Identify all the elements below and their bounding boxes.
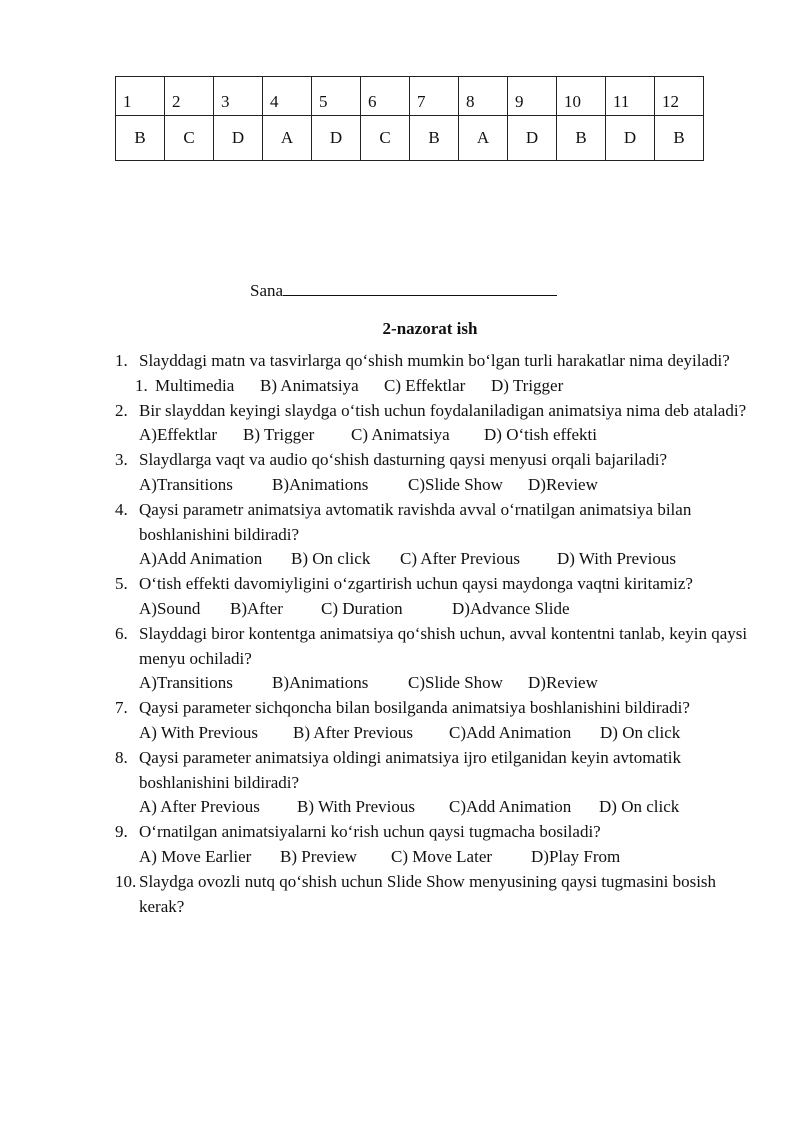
question-number: 9.	[115, 822, 128, 842]
option-a: A) After Previous	[139, 797, 260, 817]
option-a: A)Transitions	[139, 474, 233, 494]
question-text: Slayddagi biror kontentga animatsiya qo‘shish uchun, avval kontentni tanlab, keyin qaysi menyu ochiladi?	[139, 623, 748, 668]
answer-key-answer: B	[410, 116, 459, 161]
question-number: 7.	[115, 698, 128, 718]
option-c: C) Move Later	[391, 846, 493, 866]
answer-key-number: 10	[557, 77, 606, 116]
option-a: A) Move Earlier	[139, 846, 252, 866]
answer-key-number: 4	[263, 77, 312, 116]
question-text: Slayddagi matn va tasvirlarga qo‘shish mumkin bo‘lgan turli harakatlar nima deyiladi?	[139, 351, 730, 370]
question-number: 10.	[115, 871, 137, 891]
option-a: A)Sound	[139, 598, 201, 618]
question-item	[115, 349, 755, 399]
question-item	[115, 448, 755, 498]
answer-key-answer: D	[606, 116, 655, 161]
option-c: C) After Previous	[400, 549, 520, 569]
option-c: C) Effektlar	[384, 375, 466, 395]
question-text: Slaydlarga vaqt va audio qo‘shish dasturning qaysi menyusi orqali bajariladi?	[139, 450, 667, 470]
answer-key-answer: B	[557, 116, 606, 161]
date-field	[250, 277, 557, 304]
answer-key-answer: A	[459, 116, 508, 161]
option-b: B) On click	[291, 549, 371, 569]
question-options	[139, 845, 755, 870]
option-c: C)Slide Show	[408, 673, 503, 693]
option-c: C)Add Animation	[449, 722, 572, 742]
option-d: D) Trigger	[491, 375, 564, 395]
question-item	[115, 399, 755, 449]
answer-key-number: 5	[312, 77, 361, 116]
answer-key-number: 8	[459, 77, 508, 116]
question-list	[115, 349, 755, 919]
question-text: Qaysi parameter sichqoncha bilan bosilganda animatsiya boshlanishini bildiradi?	[139, 698, 690, 718]
page-title: 2-nazorat ish	[382, 319, 478, 338]
option-a: A)Add Animation	[139, 549, 263, 569]
question-item	[115, 622, 755, 696]
option-b: B) Trigger	[243, 425, 315, 445]
question-item	[115, 696, 755, 746]
answer-key-number: 1	[116, 77, 165, 116]
question-options	[139, 597, 755, 622]
answer-key-number: 12	[655, 77, 704, 116]
question-item	[115, 870, 755, 920]
answer-key-answer: C	[165, 116, 214, 161]
question-text: Qaysi parametr animatsiya avtomatik ravishda avval o‘rnatilgan animatsiya bilan boshlanishini bildiradi?	[139, 499, 692, 544]
question-number: 6.	[115, 623, 128, 643]
answer-key-number: 11	[606, 77, 655, 116]
option-a: A)Transitions	[139, 673, 233, 693]
answer-key-answer: D	[214, 116, 263, 161]
question-options	[139, 795, 755, 820]
option-d: D) On click	[599, 797, 680, 817]
option-prefix: 1.	[135, 375, 148, 395]
question-text: Slaydga ovozli nutq qo‘shish uchun Slide Show menyusining qaysi tugmasini bosish kerak?	[139, 871, 717, 916]
question-options	[139, 423, 755, 448]
question-text: O‘tish effekti davomiyligini o‘zgartirish uchun qaysi maydonga vaqtni kiritamiz?	[139, 574, 693, 594]
option-c: C)Slide Show	[408, 474, 503, 494]
option-b: B)Animations	[272, 673, 369, 693]
answer-key-answer: C	[361, 116, 410, 161]
option-b: B) With Previous	[297, 797, 416, 817]
option-d: D)Review	[528, 673, 598, 693]
question-text: Bir slayddan keyingi slaydga o‘tish uchun foydalaniladigan animatsiya nima deb ataladi?	[139, 400, 747, 420]
question-number: 3.	[115, 450, 128, 470]
option-c: C)Add Animation	[449, 797, 572, 817]
question-number: 8.	[115, 747, 128, 767]
question-text: Qaysi parameter animatsiya oldingi animatsiya ijro etilganidan keyin avtomatik boshlanishini bildiradi?	[139, 747, 681, 792]
option-d: D)Play From	[531, 846, 621, 866]
answer-key-number: 7	[410, 77, 459, 116]
option-c: C) Animatsiya	[351, 425, 450, 445]
date-label: Sana	[250, 281, 284, 300]
question-item	[115, 820, 755, 870]
answer-key-answer: A	[263, 116, 312, 161]
option-a: Multimedia	[155, 375, 235, 395]
question-number: 2.	[115, 400, 128, 420]
answer-key-number: 3	[214, 77, 263, 116]
question-text: O‘rnatilgan animatsiyalarni ko‘rish uchun qaysi tugmacha bosiladi?	[139, 822, 601, 842]
answer-key-answer: D	[508, 116, 557, 161]
answer-key-answer: D	[312, 116, 361, 161]
question-item	[115, 572, 755, 622]
option-a: A) With Previous	[139, 722, 258, 742]
question-number: 5.	[115, 574, 128, 594]
question-options	[135, 374, 755, 399]
option-b: B) Preview	[280, 846, 357, 866]
option-d: D)Advance Slide	[452, 598, 570, 618]
answer-key-number: 6	[361, 77, 410, 116]
question-options	[139, 473, 755, 498]
answer-key-answers-row	[116, 116, 704, 161]
option-d: D)Review	[528, 474, 598, 494]
answer-key-numbers-row	[116, 77, 704, 116]
answer-key-answer: B	[116, 116, 165, 161]
option-b: B)Animations	[272, 474, 369, 494]
answer-key-number: 2	[165, 77, 214, 116]
answer-key-answer: B	[655, 116, 704, 161]
answer-key-number: 9	[508, 77, 557, 116]
option-b: B) Animatsiya	[260, 375, 359, 395]
option-b: B)After	[230, 598, 283, 618]
question-item	[115, 746, 755, 820]
answer-key-table	[115, 76, 704, 161]
option-d: D) On click	[600, 722, 681, 742]
option-d: D) With Previous	[557, 549, 676, 569]
question-options	[139, 547, 755, 572]
date-blank-line	[283, 277, 557, 296]
option-b: B) After Previous	[293, 722, 413, 742]
option-a: A)Effektlar	[139, 425, 218, 445]
option-c: C) Duration	[321, 598, 403, 618]
question-number: 4.	[115, 499, 128, 519]
question-options	[139, 721, 755, 746]
option-d: D) O‘tish effekti	[484, 425, 597, 445]
question-options	[139, 671, 755, 696]
question-item	[115, 498, 755, 572]
question-number: 1.	[115, 351, 128, 370]
